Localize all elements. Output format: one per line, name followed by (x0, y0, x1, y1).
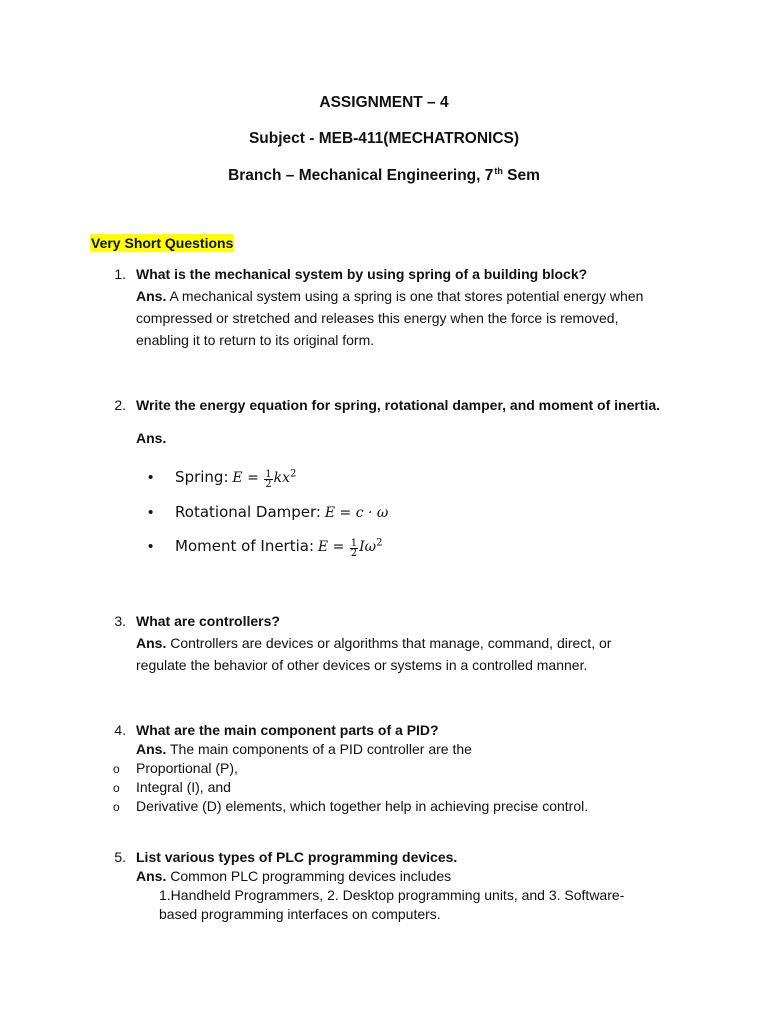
bullet-icon: • (148, 504, 154, 521)
q2-ans-label: Ans. (136, 430, 167, 446)
circle-bullet-icon: o (113, 781, 120, 795)
spring-label: Spring: (175, 468, 229, 486)
q2-item-damper (148, 503, 388, 521)
q1-ans-text: A mechanical system using a spring is one that stores potential energy when (166, 288, 644, 304)
q2-item-inertia (148, 537, 382, 558)
q5-question: List various types of PLC programming devices. (136, 849, 458, 865)
q5-ans-label: Ans. (136, 868, 167, 884)
q4-number: 4. (114, 722, 126, 738)
circle-bullet-icon: o (113, 762, 120, 776)
inertia-equation: E = $\frac{1}{2}$ $I\omega^2$ (317, 537, 383, 559)
q3-number: 3. (114, 613, 126, 629)
q4-item-integral: Integral (I), and (136, 779, 231, 795)
damper-label: Rotational Damper: (175, 503, 321, 521)
assignment-title: ASSIGNMENT – 4 (319, 94, 449, 111)
q4-item-proportional: Proportional (P), (136, 760, 238, 776)
q1-answer-line3: enabling it to return to its original form. (136, 332, 375, 348)
q3-ans-text: Controllers are devices or algorithms that manage, command, direct, or (166, 635, 612, 651)
q3-answer-line2: regulate the behavior of other devices or systems in a controlled manner. (136, 657, 588, 673)
branch-superscript: th (494, 166, 503, 176)
q1-ans-label: Ans. (136, 288, 167, 304)
circle-bullet-icon: o (113, 800, 120, 814)
q3-ans-label: Ans. (136, 635, 167, 651)
q3-question: What are controllers? (136, 613, 280, 629)
q2-question: Write the energy equation for spring, rotational damper, and moment of inertia. (136, 397, 661, 413)
q5-ans-text: Common PLC programming devices includes (166, 868, 452, 884)
q2-number: 2. (114, 397, 126, 413)
branch-suffix: Sem (502, 167, 540, 184)
branch-line (0, 166, 768, 185)
subject-line: Subject - MEB-411(MECHATRONICS) (248, 130, 520, 147)
q5-answer-line2: 1.Handheld Programmers, 2. Desktop programming units, and 3. Software- (159, 887, 625, 903)
q4-question: What are the main component parts of a PID? (136, 722, 439, 738)
branch-text: Branch – Mechanical Engineering, 7 (228, 167, 494, 184)
spring-equation: E = $\frac{1}{2}$ $kx^2$ (232, 468, 297, 490)
q4-answer-line1 (136, 741, 472, 757)
q5-answer-line1 (136, 868, 451, 884)
q4-ans-label: Ans. (136, 741, 167, 757)
q5-number: 5. (114, 849, 126, 865)
damper-equation: E = c · ω (324, 505, 389, 521)
q4-item-derivative: Derivative (D) elements, which together help in achieving precise control. (136, 798, 589, 814)
q5-answer-line3: based programming interfaces on computers. (159, 906, 441, 922)
q2-item-spring (148, 468, 296, 489)
q1-answer-line2: compressed or stretched and releases this energy when the force is removed, (136, 310, 619, 326)
section-heading: Very Short Questions (91, 235, 234, 251)
q3-answer-line1 (136, 632, 611, 654)
bullet-icon: • (148, 469, 154, 486)
q1-answer-line1 (136, 285, 643, 307)
q4-ans-text: The main components of a PID controller are the (166, 741, 472, 757)
inertia-label: Moment of Inertia: (175, 537, 315, 555)
q1-number: 1. (114, 266, 126, 282)
q1-question: What is the mechanical system by using spring of a building block? (136, 266, 588, 282)
bullet-icon: • (148, 538, 154, 555)
